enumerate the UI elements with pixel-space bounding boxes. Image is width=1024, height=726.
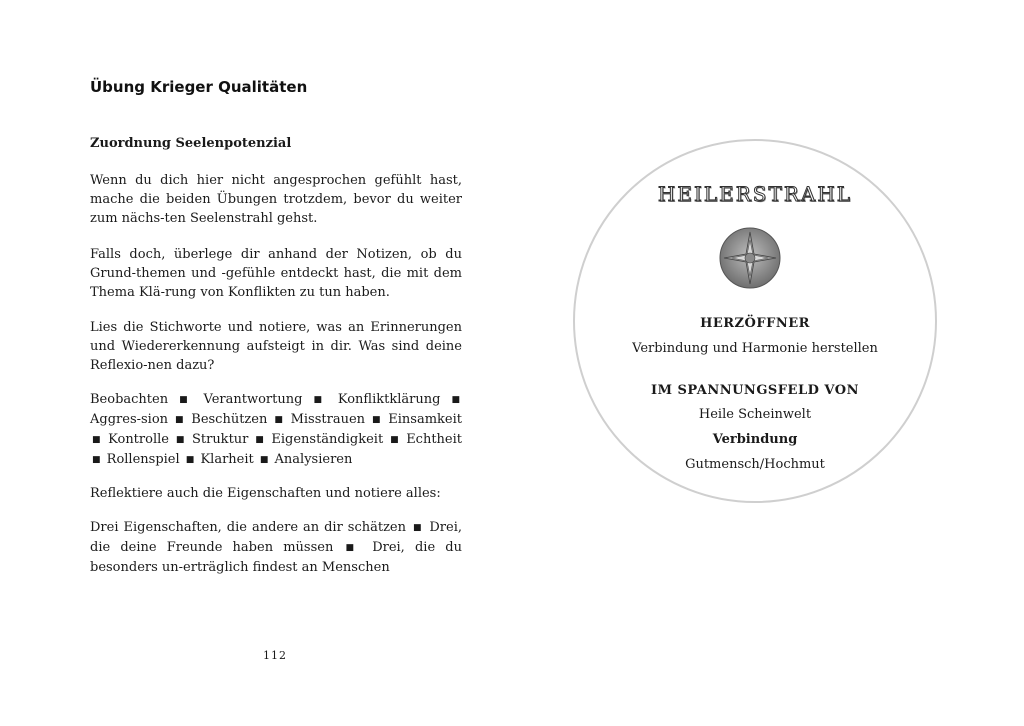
page-number: 112 bbox=[263, 649, 287, 662]
square-bullet-icon: ■ bbox=[345, 543, 361, 553]
square-bullet-icon: ■ bbox=[313, 395, 327, 405]
keyword-item: Misstrauen bbox=[290, 412, 366, 427]
line-verbindung-harmonie: Verbindung und Harmonie herstellen bbox=[632, 341, 878, 356]
square-bullet-icon: ■ bbox=[175, 415, 185, 425]
star-emblem-icon bbox=[718, 226, 782, 290]
square-bullet-icon: ■ bbox=[274, 415, 284, 425]
paragraph-intro: Wenn du dich hier nicht angesprochen gefühlt hast, mache die beiden Übungen trotzdem, bevor du weiter zum nächs-ten Seelenstrahl gehst. bbox=[90, 173, 462, 226]
line-gutmensch: Gutmensch/Hochmut bbox=[685, 457, 825, 472]
label-herzoeffner: HERZÖFFNER bbox=[700, 316, 810, 331]
line-verbindung: Verbindung bbox=[712, 432, 798, 447]
label-spannungsfeld: IM SPANNUNGSFELD VON bbox=[651, 383, 859, 398]
ray-title: HEILERSTRAHL bbox=[657, 182, 853, 206]
paragraph-reflect: Reflektiere auch die Eigenschaften und notiere alles: bbox=[90, 486, 441, 501]
keyword-item: Beschützen bbox=[191, 412, 268, 427]
square-bullet-icon: ■ bbox=[92, 435, 102, 445]
square-bullet-icon: ■ bbox=[179, 395, 193, 405]
keyword-item: Struktur bbox=[191, 432, 249, 447]
keyword-item: Analysieren bbox=[274, 452, 353, 467]
section-subheading: Zuordnung Seelenpotenzial bbox=[90, 136, 292, 151]
keyword-item: Beobachten bbox=[90, 392, 169, 407]
square-bullet-icon: ■ bbox=[259, 455, 269, 465]
property-item: Drei, die deine Freunde haben müssen bbox=[90, 520, 462, 555]
property-item: Drei Eigenschaften, die andere an dir schätzen bbox=[90, 520, 407, 535]
keyword-list bbox=[90, 390, 462, 470]
keyword-item: Aggres-sion bbox=[90, 412, 169, 427]
keyword-item: Konfliktklärung bbox=[337, 392, 441, 407]
keyword-item: Verantwortung bbox=[203, 392, 303, 407]
keyword-item: Klarheit bbox=[200, 452, 254, 467]
square-bullet-icon: ■ bbox=[413, 523, 423, 533]
paragraph-notes: Falls doch, überlege dir anhand der Notizen, ob du Grund-themen und -gefühle entdeckt hast, die mit dem Thema Klä-rung von Konflikten zu tun haben. bbox=[90, 247, 462, 300]
keyword-item: Echtheit bbox=[406, 432, 463, 447]
square-bullet-icon: ■ bbox=[451, 395, 460, 405]
square-bullet-icon: ■ bbox=[371, 415, 382, 425]
square-bullet-icon: ■ bbox=[185, 455, 195, 465]
keyword-item: Kontrolle bbox=[108, 432, 169, 447]
keyword-item: Einsamkeit bbox=[388, 412, 462, 427]
properties-list bbox=[90, 518, 462, 577]
square-bullet-icon: ■ bbox=[175, 435, 186, 445]
property-item: Drei, die du besonders un-erträglich findest an Menschen bbox=[90, 540, 462, 575]
keyword-item: Rollenspiel bbox=[106, 452, 180, 467]
square-bullet-icon: ■ bbox=[390, 435, 400, 445]
square-bullet-icon: ■ bbox=[92, 455, 101, 465]
square-bullet-icon: ■ bbox=[255, 435, 265, 445]
exercise-heading: Übung Krieger Qualitäten bbox=[90, 78, 308, 96]
paragraph-keywords-intro: Lies die Stichworte und notiere, was an Erinnerungen und Wiedererkennung aufsteigt in dir. Was sind deine Reflexio-nen dazu? bbox=[90, 320, 462, 373]
line-heile-scheinwelt: Heile Scheinwelt bbox=[698, 407, 812, 422]
keyword-item: Eigenständigkeit bbox=[271, 432, 384, 447]
